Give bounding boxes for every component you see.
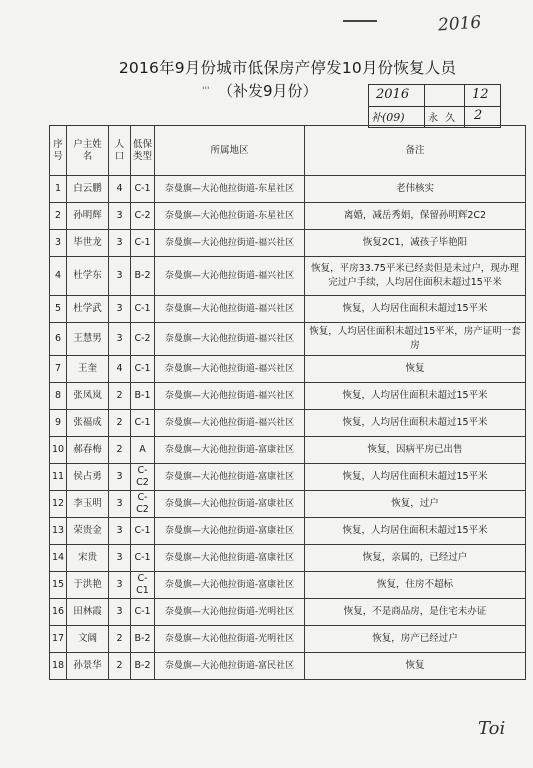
cell-index: 11 (50, 464, 67, 491)
cell-type: B-2 (131, 626, 155, 653)
cell-area: 奈曼旗—大沁他拉街道-福兴社区 (155, 296, 305, 323)
cell-name: 田林霞 (67, 599, 109, 626)
document-title: 2016年9月份城市低保房产停发10月份恢复人员 (118, 59, 457, 77)
table-row (50, 572, 526, 599)
cell-name: 张福成 (67, 410, 109, 437)
cell-area: 奈曼旗—大沁他拉街道-福兴社区 (155, 383, 305, 410)
cell-type: C-1 (131, 545, 155, 572)
cell-type: C-1 (131, 230, 155, 257)
cell-name: 王奎 (67, 356, 109, 383)
cell-type: A (131, 437, 155, 464)
cell-note: 恢复，不是商品房，是住宅未办证 (305, 599, 526, 626)
cell-name: 文阔 (67, 626, 109, 653)
pen-stroke-mark (343, 20, 377, 22)
cell-area: 奈曼旗—大沁他拉街道-福兴社区 (155, 230, 305, 257)
cell-name: 侯占勇 (67, 464, 109, 491)
cell-index: 16 (50, 599, 67, 626)
cell-type: C-1 (131, 176, 155, 203)
cell-note: 恢复，住房不超标 (305, 572, 526, 599)
cell-index: 6 (50, 323, 67, 356)
cell-area: 奈曼旗—大沁他拉街道-光明社区 (155, 599, 305, 626)
cell-type: B-1 (131, 383, 155, 410)
header-note: 备注 (305, 126, 526, 176)
cell-area: 奈曼旗—大沁他拉街道-东星社区 (155, 176, 305, 203)
header-name: 户主姓名 (67, 126, 109, 176)
cell-area: 奈曼旗—大沁他拉街道-福兴社区 (155, 410, 305, 437)
cell-area: 奈曼旗—大沁他拉街道-富康社区 (155, 572, 305, 599)
cell-name: 王慧男 (67, 323, 109, 356)
cell-population: 3 (109, 323, 131, 356)
cell-note: 恢复，人均居住面积未超过15平米，房产证明一套房 (305, 323, 526, 356)
cell-note: 恢复，房产已经过户 (305, 626, 526, 653)
cell-population: 2 (109, 653, 131, 680)
table-header-row (50, 126, 526, 176)
table-row (50, 257, 526, 296)
cell-name: 白云鹏 (67, 176, 109, 203)
table-row (50, 410, 526, 437)
cell-index: 13 (50, 518, 67, 545)
cell-index: 8 (50, 383, 67, 410)
table-row (50, 383, 526, 410)
cell-type: C-1 (131, 599, 155, 626)
cell-note: 恢复 (305, 653, 526, 680)
cell-index: 7 (50, 356, 67, 383)
table-row (50, 545, 526, 572)
cell-type: B-2 (131, 653, 155, 680)
cell-population: 4 (109, 356, 131, 383)
cell-population: 3 (109, 545, 131, 572)
cell-note: 恢复，亲属的，已经过户 (305, 545, 526, 572)
archive-stamp (368, 84, 501, 128)
cell-index: 14 (50, 545, 67, 572)
cell-index: 17 (50, 626, 67, 653)
cell-name: 杜学武 (67, 296, 109, 323)
cell-population: 2 (109, 626, 131, 653)
header-population: 人口 (109, 126, 131, 176)
cell-name: 宋贵 (67, 545, 109, 572)
cell-type: B-2 (131, 257, 155, 296)
cell-population: 3 (109, 230, 131, 257)
cell-population: 3 (109, 296, 131, 323)
header-area: 所属地区 (155, 126, 305, 176)
cell-population: 2 (109, 410, 131, 437)
table-row (50, 296, 526, 323)
cell-note: 恢复，人均居住面积未超过15平米 (305, 464, 526, 491)
cell-area: 奈曼旗—大沁他拉街道-福兴社区 (155, 323, 305, 356)
table-row (50, 491, 526, 518)
cell-index: 2 (50, 203, 67, 230)
cell-note: 老伟核实 (305, 176, 526, 203)
handwritten-year: 2016 (437, 12, 482, 36)
cell-type: C-C2 (131, 464, 155, 491)
cell-area: 奈曼旗—大沁他拉街道-富康社区 (155, 545, 305, 572)
cell-population: 3 (109, 491, 131, 518)
table-row (50, 356, 526, 383)
document-subtitle: （补发9月份） (218, 82, 318, 100)
cell-name: 荣贵金 (67, 518, 109, 545)
cell-area: 奈曼旗—大沁他拉街道-光明社区 (155, 626, 305, 653)
cell-name: 张凤岚 (67, 383, 109, 410)
cell-population: 2 (109, 437, 131, 464)
cell-index: 18 (50, 653, 67, 680)
table-row (50, 653, 526, 680)
cell-population: 3 (109, 599, 131, 626)
cell-population: 3 (109, 257, 131, 296)
cell-population: 4 (109, 176, 131, 203)
cell-index: 9 (50, 410, 67, 437)
cell-note: 恢复，过户 (305, 491, 526, 518)
stamp-number: 2 (474, 108, 483, 123)
cell-type: C-1 (131, 410, 155, 437)
cell-population: 3 (109, 518, 131, 545)
cell-type: C-C1 (131, 572, 155, 599)
cell-population: 3 (109, 572, 131, 599)
table-row (50, 323, 526, 356)
roster-table (49, 125, 526, 680)
header-type: 低保类型 (131, 126, 155, 176)
table-row (50, 518, 526, 545)
cell-note: 恢复，人均居住面积未超过15平米 (305, 383, 526, 410)
table-row (50, 464, 526, 491)
table-row (50, 230, 526, 257)
cell-index: 4 (50, 257, 67, 296)
cell-area: 奈曼旗—大沁他拉街道-福兴社区 (155, 257, 305, 296)
cell-note: 恢复，人均居住面积未超过15平米 (305, 518, 526, 545)
cell-note: 恢复2C1，减孩子毕艳阳 (305, 230, 526, 257)
cell-index: 1 (50, 176, 67, 203)
cell-note: 恢复，人均居住面积未超过15平米 (305, 296, 526, 323)
cell-name: 毕世龙 (67, 230, 109, 257)
cell-area: 奈曼旗—大沁他拉街道-富康社区 (155, 464, 305, 491)
cell-name: 李玉明 (67, 491, 109, 518)
cell-type: C-2 (131, 203, 155, 230)
cell-type: C-2 (131, 323, 155, 356)
cell-name: 孙明辉 (67, 203, 109, 230)
cell-type: C-1 (131, 518, 155, 545)
cell-index: 10 (50, 437, 67, 464)
cell-type: C-C2 (131, 491, 155, 518)
cell-name: 郝春梅 (67, 437, 109, 464)
cell-index: 3 (50, 230, 67, 257)
cell-area: 奈曼旗—大沁他拉街道-富民社区 (155, 653, 305, 680)
cell-note: 离婚，减岳秀娟，保留孙明辉2C2 (305, 203, 526, 230)
cell-area: 奈曼旗—大沁他拉街道-富康社区 (155, 437, 305, 464)
cell-area: 奈曼旗—大沁他拉街道-富康社区 (155, 518, 305, 545)
cell-note: 恢复，因病平房已出售 (305, 437, 526, 464)
cell-note: 恢复，人均居住面积未超过15平米 (305, 410, 526, 437)
cell-note: 恢复 (305, 356, 526, 383)
subtitle-mark: ''' (202, 86, 210, 96)
table-row (50, 437, 526, 464)
cell-index: 12 (50, 491, 67, 518)
table-row (50, 203, 526, 230)
table-row (50, 599, 526, 626)
cell-type: C-1 (131, 296, 155, 323)
cell-population: 3 (109, 464, 131, 491)
cell-note: 恢复，平房33.75平米已经卖但是未过户，现办理完过户手续，人均居住面积未超过15平米 (305, 257, 526, 296)
cell-index: 15 (50, 572, 67, 599)
cell-name: 于洪艳 (67, 572, 109, 599)
cell-population: 3 (109, 203, 131, 230)
cell-index: 5 (50, 296, 67, 323)
stamp-label-a: 补(09) (371, 111, 405, 124)
cell-name: 孙景华 (67, 653, 109, 680)
table-row (50, 176, 526, 203)
cell-name: 杜学东 (67, 257, 109, 296)
header-index: 序号 (50, 126, 67, 176)
handwritten-signature: Toi (478, 718, 506, 739)
cell-area: 奈曼旗—大沁他拉街道-富康社区 (155, 491, 305, 518)
cell-area: 奈曼旗—大沁他拉街道-福兴社区 (155, 356, 305, 383)
cell-type: C-1 (131, 356, 155, 383)
table-row (50, 626, 526, 653)
stamp-month: 12 (472, 87, 489, 102)
cell-population: 2 (109, 383, 131, 410)
stamp-year: 2016 (376, 87, 410, 102)
stamp-label-b: 永 久 (428, 113, 458, 124)
cell-area: 奈曼旗—大沁他拉街道-东星社区 (155, 203, 305, 230)
